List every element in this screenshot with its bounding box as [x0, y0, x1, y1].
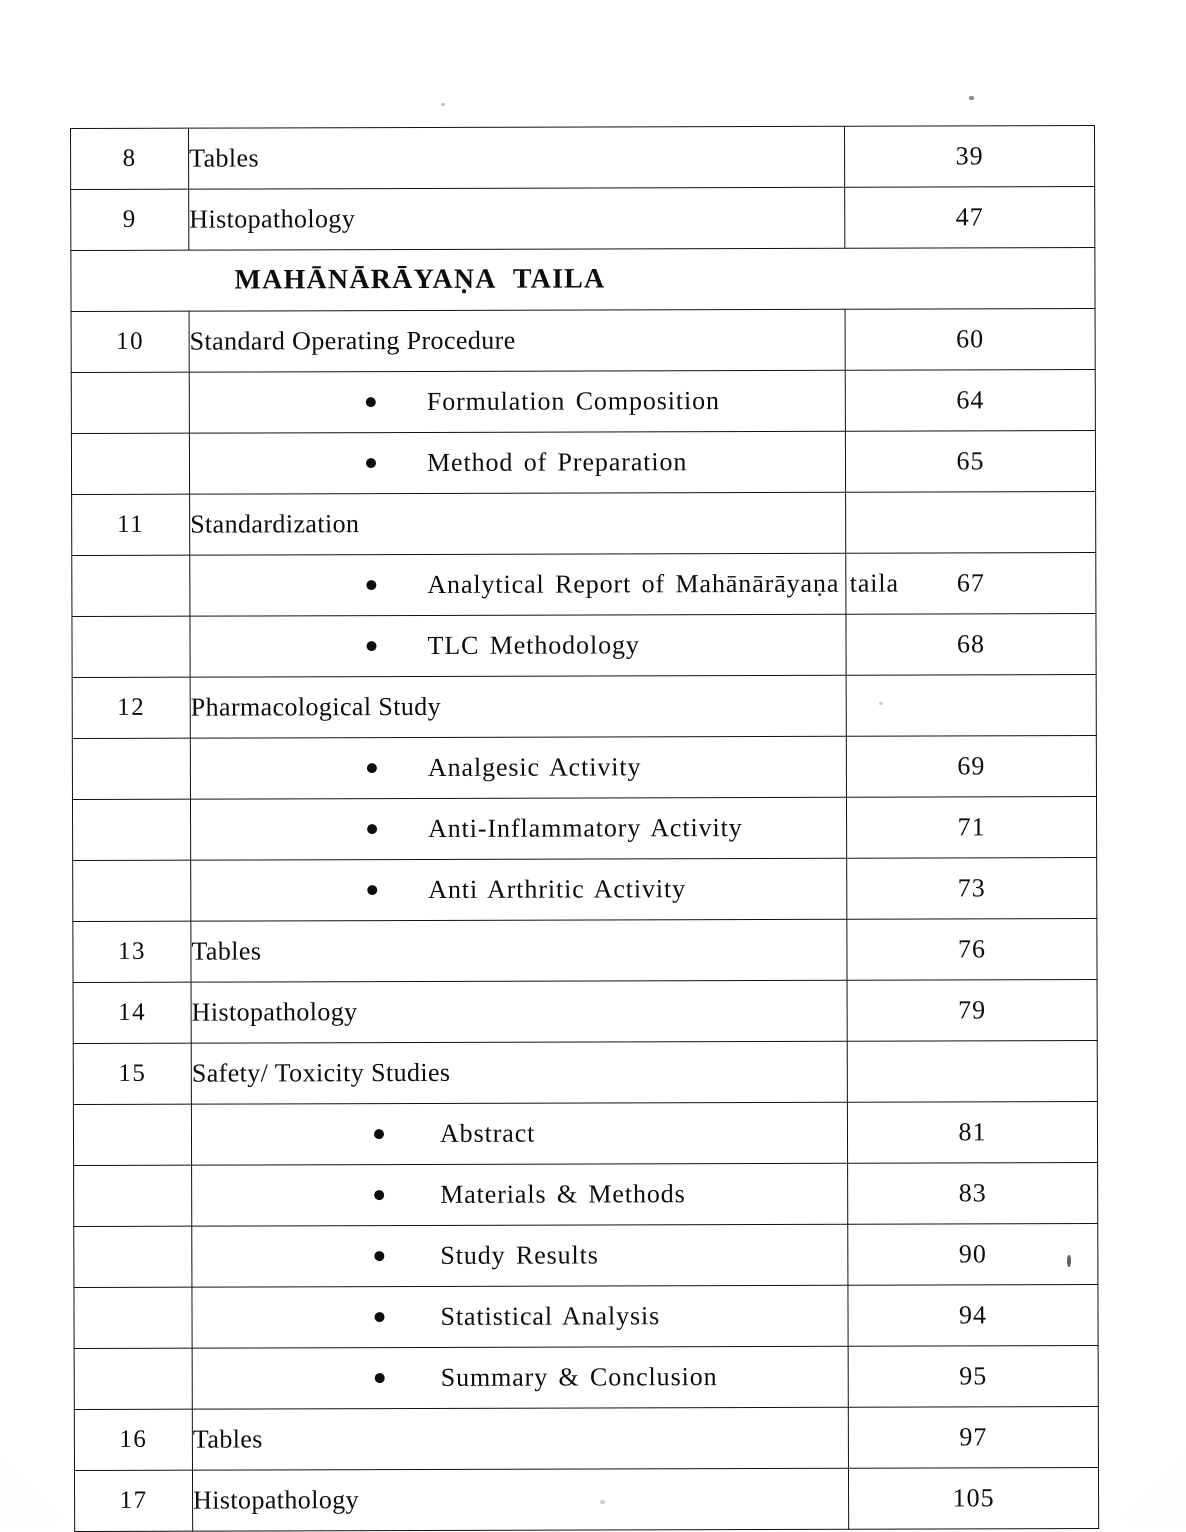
page-number-cell: 81 [847, 1101, 1097, 1163]
serial-number-cell [74, 1165, 192, 1226]
bullet-entry [190, 568, 899, 601]
table-row [71, 125, 1095, 189]
table-row [73, 1101, 1097, 1165]
entry-title-cell[interactable] [190, 553, 899, 616]
bullet-entry [192, 1118, 847, 1150]
table-row [73, 979, 1097, 1043]
table-row [72, 735, 1096, 799]
serial-number-cell [71, 433, 189, 494]
page-number-cell: 60 [845, 308, 1095, 370]
serial-number-cell: 8 [71, 128, 189, 189]
table-row [74, 1223, 1098, 1287]
serial-number-cell: 14 [73, 982, 191, 1043]
entry-title-cell[interactable] [189, 126, 845, 189]
page-number-cell: 105 [848, 1467, 1098, 1529]
table-row [74, 1345, 1098, 1409]
entry-title-cell[interactable] [191, 1041, 847, 1104]
bullet-icon [374, 1129, 384, 1139]
page-number-cell: 47 [845, 186, 1095, 248]
bullet-icon [367, 885, 377, 895]
bullet-entry [190, 630, 845, 662]
entry-title-label: Histopathology [193, 1485, 360, 1515]
page-number-cell: 90 [848, 1223, 1098, 1285]
entry-title-label: Tables [192, 1424, 263, 1454]
page-number-cell: 69 [846, 735, 1096, 797]
page-number-cell: 79 [847, 979, 1097, 1041]
entry-title-cell[interactable] [189, 370, 845, 433]
bullet-entry [192, 1301, 847, 1333]
entry-title-cell[interactable] [192, 1346, 848, 1409]
toc-table-body [71, 125, 1099, 1531]
table-row [74, 1162, 1098, 1226]
entry-title-label: TLC Methodology [427, 630, 640, 660]
entry-title-cell[interactable] [190, 736, 846, 799]
entry-title-label: Formulation Composition [426, 386, 720, 416]
table-row [72, 491, 1096, 555]
bullet-entry [193, 1362, 848, 1394]
entry-title-label: Abstract [439, 1118, 536, 1148]
entry-title-label: Histopathology [191, 997, 358, 1027]
entry-title-label: Method of Preparation [426, 447, 688, 477]
entry-title-cell[interactable] [190, 492, 846, 555]
serial-number-cell: 17 [74, 1470, 192, 1531]
scan-speck [969, 96, 974, 100]
entry-title-label: Tables [191, 936, 262, 966]
bullet-entry [191, 752, 846, 784]
table-row [73, 857, 1097, 921]
bullet-icon [367, 824, 377, 834]
page-number-cell: 68 [846, 613, 1096, 675]
entry-title-label: Analytical Report of Mahānārāyaṇa taila [427, 568, 899, 599]
table-row [72, 674, 1096, 738]
bullet-icon [366, 397, 376, 407]
entry-title-label: Analgesic Activity [427, 752, 642, 782]
table-row [73, 918, 1097, 982]
page-number-cell: 73 [847, 857, 1097, 919]
entry-title-cell[interactable] [189, 187, 845, 250]
table-row [71, 308, 1095, 372]
page-number-cell: 97 [848, 1406, 1098, 1468]
page-number-cell: 65 [845, 430, 1095, 492]
entry-title-cell[interactable] [191, 980, 847, 1043]
table-row [74, 1467, 1098, 1531]
entry-title-cell[interactable] [189, 431, 845, 494]
table-row [72, 552, 1096, 616]
entry-title-label: Study Results [440, 1240, 599, 1270]
entry-title-label: Standardization [190, 509, 360, 539]
serial-number-cell [73, 860, 191, 921]
entry-title-label: Standard Operating Procedure [189, 325, 516, 356]
table-row [72, 613, 1096, 677]
serial-number-cell [74, 1348, 192, 1409]
bullet-icon [367, 641, 377, 651]
entry-title-label: Pharmacological Study [190, 691, 442, 722]
serial-number-cell: 11 [72, 494, 190, 555]
table-row [71, 369, 1095, 433]
table-row [72, 796, 1096, 860]
entry-title-cell[interactable] [189, 309, 845, 372]
table-row [73, 1040, 1097, 1104]
bullet-entry [192, 1179, 847, 1211]
page-number-cell: 94 [848, 1284, 1098, 1346]
page-number-cell: 83 [848, 1162, 1098, 1224]
table-row [71, 247, 1095, 311]
bullet-entry [191, 874, 846, 906]
bullet-icon [366, 580, 376, 590]
bullet-icon [367, 763, 377, 773]
page-number-cell: 64 [845, 369, 1095, 431]
entry-title-label: Anti Arthritic Activity [428, 874, 687, 904]
entry-title-cell[interactable] [191, 858, 847, 921]
page-number-cell: 71 [846, 796, 1096, 858]
section-banner-cell [71, 247, 1095, 311]
page-number-cell: 76 [847, 918, 1097, 980]
page-number-cell [846, 674, 1096, 736]
bullet-icon [366, 458, 376, 468]
entry-title-label: Histopathology [189, 204, 356, 234]
page-number-cell [847, 1040, 1097, 1102]
serial-number-cell: 13 [73, 921, 191, 982]
bullet-entry [191, 813, 846, 845]
page-number-cell: 39 [844, 125, 1094, 187]
entry-title-cell[interactable] [192, 1468, 848, 1531]
toc-table [70, 125, 1099, 1532]
entry-title-cell[interactable] [190, 614, 846, 677]
bullet-icon [374, 1251, 384, 1261]
serial-number-cell: 15 [73, 1043, 191, 1104]
serial-number-cell [72, 738, 190, 799]
entry-title-cell[interactable] [192, 1407, 848, 1470]
bullet-icon [375, 1312, 385, 1322]
serial-number-cell [73, 1104, 191, 1165]
serial-number-cell [71, 372, 189, 433]
entry-title-cell[interactable] [190, 797, 846, 860]
entry-title-cell[interactable] [191, 919, 847, 982]
table-row [71, 430, 1095, 494]
entry-title-cell[interactable] [192, 1163, 848, 1226]
serial-number-cell [74, 1287, 192, 1348]
entry-title-label: Safety/ Toxicity Studies [191, 1057, 451, 1088]
table-row [71, 186, 1095, 250]
bullet-entry [190, 447, 845, 479]
bullet-icon [375, 1373, 385, 1383]
bullet-icon [374, 1190, 384, 1200]
serial-number-cell: 10 [71, 311, 189, 372]
entry-title-label: Tables [189, 143, 260, 173]
serial-number-cell [72, 555, 190, 616]
bullet-entry [192, 1240, 847, 1272]
section-banner-title: MAHĀNĀRĀYAṆA TAILA [234, 263, 606, 296]
scan-speck [441, 103, 445, 106]
table-of-contents [70, 128, 1094, 1532]
scan-speck [600, 1500, 605, 1504]
entry-title-cell[interactable] [190, 675, 846, 738]
page-number-cell [846, 491, 1096, 553]
scan-speck [1067, 1255, 1071, 1267]
serial-number-cell [72, 616, 190, 677]
page-number-cell: 67 [846, 552, 1096, 614]
serial-number-cell [72, 799, 190, 860]
scan-speck [879, 702, 883, 705]
table-row [74, 1284, 1098, 1348]
table-row [74, 1406, 1098, 1470]
entry-title-label: Materials & Methods [440, 1179, 686, 1209]
serial-number-cell: 12 [72, 677, 190, 738]
entry-title-cell[interactable] [192, 1285, 848, 1348]
page-number-cell: 95 [848, 1345, 1098, 1407]
entry-title-label: Anti-Inflammatory Activity [428, 813, 743, 843]
entry-title-cell[interactable] [191, 1102, 847, 1165]
entry-title-label: Summary & Conclusion [440, 1362, 718, 1392]
entry-title-label: Statistical Analysis [440, 1301, 661, 1331]
serial-number-cell [74, 1226, 192, 1287]
bullet-entry [190, 386, 845, 418]
serial-number-cell: 16 [74, 1409, 192, 1470]
serial-number-cell: 9 [71, 189, 189, 250]
entry-title-cell[interactable] [192, 1224, 848, 1287]
